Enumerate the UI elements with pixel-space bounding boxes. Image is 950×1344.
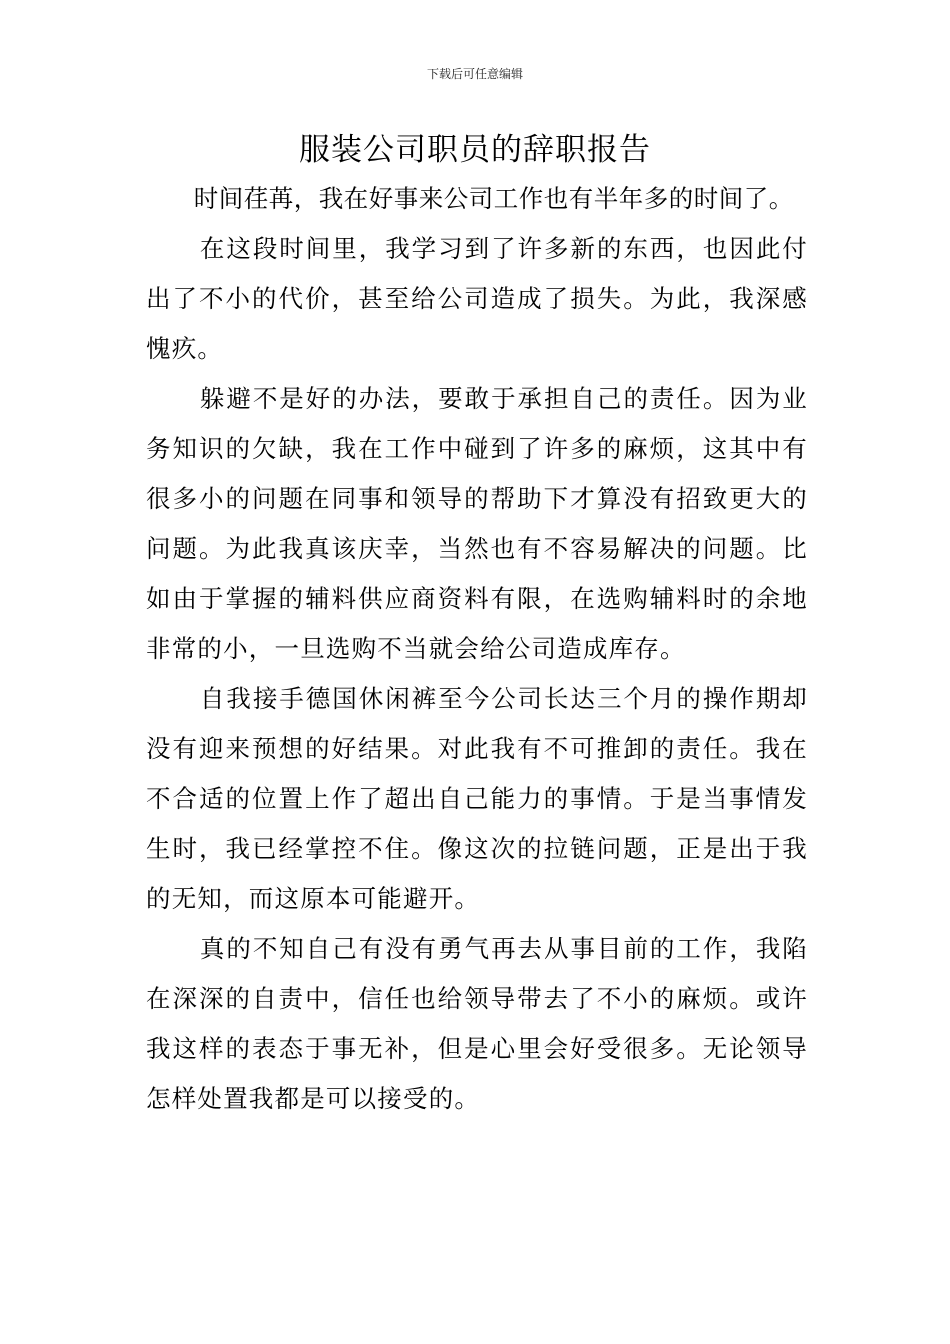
paragraph-4: 自我接手德国休闲裤至今公司长达三个月的操作期却没有迎来预想的好结果。对此我有不可推卸的责任。我在不合适的位置上作了超出自己能力的事情。于是当事情发生时，我已经掌控不住。像这次的拉链问题，正是出于我的无知，而这原本可能避开。 [146, 684, 808, 913]
document-title: 服装公司职员的辞职报告 [299, 132, 651, 168]
header-note: 下载后可任意编辑 [426, 67, 523, 81]
paragraph-3: 躲避不是好的办法，要敢于承担自己的责任。因为业务知识的欠缺，我在工作中碰到了许多的麻烦，这其中有很多小的问题在同事和领导的帮助下才算没有招致更大的问题。为此我真该庆幸，当然也有不容易解决的问题。比如由于掌握的辅料供应商资料有限，在选购辅料时的余地非常的小，一旦选购不当就会给公司造成库存。 [146, 384, 808, 663]
paragraph-1: 时间荏苒，我在好事来公司工作也有半年多的时间了。 [193, 184, 794, 213]
paragraph-2: 在这段时间里，我学习到了许多新的东西，也因此付出了不小的代价，甚至给公司造成了损失。为此，我深感愧疚。 [146, 234, 808, 363]
paragraph-5: 真的不知自己有没有勇气再去从事目前的工作，我陷在深深的自责中，信任也给领导带去了不小的麻烦。或许我这样的表态于事无补，但是心里会好受很多。无论领导怎样处置我都是可以接受的。 [146, 934, 808, 1113]
document-body [146, 174, 808, 1124]
